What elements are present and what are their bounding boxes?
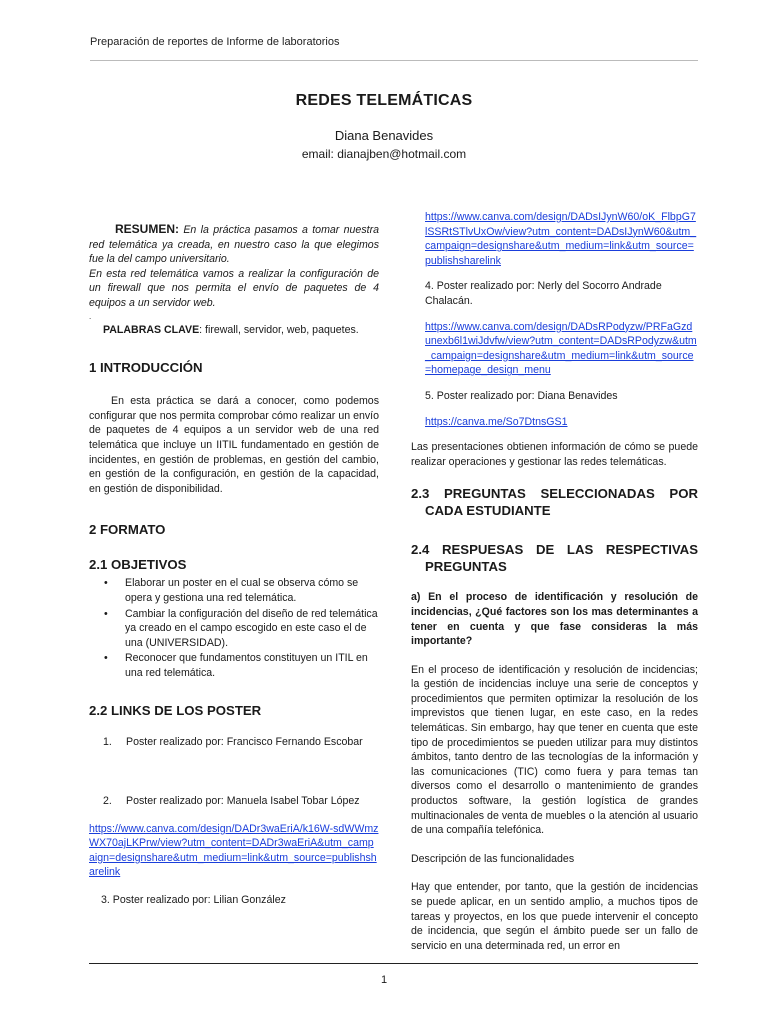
question-a: a) En el proceso de identificación y resolución de incidencias, ¿Qué factores son los mas determinantes a tener en cuenta y que fase consideras la más importante? [411, 591, 698, 648]
poster-item-4: 4. Poster realizado por: Nerly del Socorro Andrade Chalacán. [425, 280, 662, 307]
page-number: 1 [380, 974, 388, 986]
desc-body: Hay que entender, por tanto, que la gestión de incidencias se puede aplicar, en un sentido amplio, a muchos tipos de tareas y proyectos, en los que puede intervenir el concepto de incidencia, que según el ámbito puede ser un fallo de servicio en una determinada red, un error en [411, 881, 698, 952]
objectives-list [89, 576, 379, 680]
running-header: Preparación de reportes de Informe de laboratorios [90, 36, 340, 48]
author-name: Diana Benavides [334, 128, 434, 143]
heading-links: 2.2 LINKS DE LOS POSTER [89, 703, 262, 719]
poster-item-2-number: 2. [103, 795, 112, 808]
abstract-dot: . [89, 311, 92, 321]
keywords-label: PALABRAS CLAVE [103, 323, 200, 336]
paper-title: REDES TELEMÁTICAS [295, 92, 473, 109]
poster-item-5: 5. Poster realizado por: Diana Benavides [425, 389, 618, 402]
poster-item-1-number: 1. [103, 736, 112, 749]
abstract [89, 222, 379, 311]
heading-objetivos: 2.1 OBJETIVOS [89, 557, 187, 573]
header-rule [90, 60, 698, 61]
footer-rule [89, 963, 698, 964]
abstract-label: RESUMEN: [115, 222, 180, 236]
objective-item: • Cambiar la configuración del diseño de red telemática ya creado en el campo escogido en este caso el de una (UNIVERSIDAD). [125, 607, 379, 651]
desc-heading: Descripción de las funcionalidades [411, 852, 575, 865]
author-email: email: dianajben@hotmail.com [301, 147, 467, 161]
keywords [103, 323, 379, 338]
poster-item-2-text: Poster realizado por: Manuela Isabel Tobar López [126, 795, 360, 808]
left-column [89, 200, 379, 908]
poster-item-3: 3. Poster realizado por: Lilian González [101, 894, 286, 907]
heading-formato: 2 FORMATO [89, 522, 166, 538]
poster-link-2[interactable]: https://www.canva.com/design/DADr3waEriA/k16W-sdWWmzWX70ajLKPrw/view?utm_content=DADr3waEriA&utm_campaign=designshare&utm_medium=link&utm_source=publishsharelink [89, 822, 379, 879]
poster-link-4[interactable]: https://www.canva.com/design/DADsRPodyzw/PRFaGzdunexb6l1wiJdvfw/view?utm_content=DADsRPodyzw&utm_campaign=designshare&utm_medium=link&utm_source=homepage_design_menu [425, 320, 697, 377]
answer-a: En el proceso de identificación y resolución de incidencias; la gestión de incidencias incluye una serie de conceptos y procedimientos que permiten optimizar la resolución de los imprevistos que tienen lugar, en este caso, en la redes telemáticas. Sin embargo, hay que tener en cuenta que este tipo de procedimientos se pueden utilizar para muy distintos ámbitos, tanto dentro de las tecnologías de la información y las comunicaciones (TIC) como fuera y para temas tan diversos como el desarrollo o mantenimiento de grandes productos software, la gestión logística de grandes multinacionales de venta de muebles o la atención al usuario de una compañía telefónica. [411, 663, 698, 837]
header-dot: . [90, 53, 93, 63]
heading-respuestas: 2.4 RESPUESAS DE LAS RESPECTIVAS PREGUNTAS [411, 542, 698, 575]
abstract-text-2: En esta red telemática vamos a realizar la configuración de un firewall que nos permita el envío de paquetes de 4 equipos a un servidor web. [89, 267, 379, 309]
poster-item-1-text: Poster realizado por: Francisco Fernando Escobar [126, 736, 363, 749]
poster-item-1 [89, 735, 379, 750]
presentations-text: Las presentaciones obtienen información de cómo se puede realizar operaciones y gestionar las redes telemáticas. [411, 441, 698, 468]
heading-preguntas: 2.3 PREGUNTAS SELECCIONADAS POR CADA ESTUDIANTE [411, 486, 698, 519]
poster-link-5[interactable]: https://canva.me/So7DtnsGS1 [425, 415, 568, 428]
poster-item-2 [89, 794, 379, 809]
abstract-text-1: En la práctica pasamos a tomar nuestra red telemática ya creada, en nuestro caso la que elegimos fue la del campo universitario. [89, 224, 379, 266]
objective-item: • Reconocer que fundamentos constituyen un ITIL en una red telemática. [125, 651, 379, 680]
poster-link-3[interactable]: https://www.canva.com/design/DADsIJynW60/oK_FlbpG7lSSRtSTlvUxOw/view?utm_content=DADsIJynW60&utm_campaign=designshare&utm_medium=link&utm_source=publishsharelink [425, 211, 697, 267]
intro-body: En esta práctica se dará a conocer, como podemos configurar que nos permita comprobar cómo realizar un envío de paquetes de 4 equipos a un servidor web de una red telemática que incluye un IITIL fundamentado en gestión de incidentes, en gestión de problemas, en gestión del cambio, en gestión de la configuración, en gestión de la capacidad, en gestión de disponibilidad. [89, 395, 379, 495]
keywords-text: : firewall, servidor, web, paquetes. [199, 323, 359, 336]
objective-item: • Elaborar un poster en el cual se observa cómo se opera y gestiona una red telemática. [125, 576, 379, 605]
right-column [411, 200, 698, 964]
heading-introduccion: 1 INTRODUCCIÓN [89, 360, 203, 376]
